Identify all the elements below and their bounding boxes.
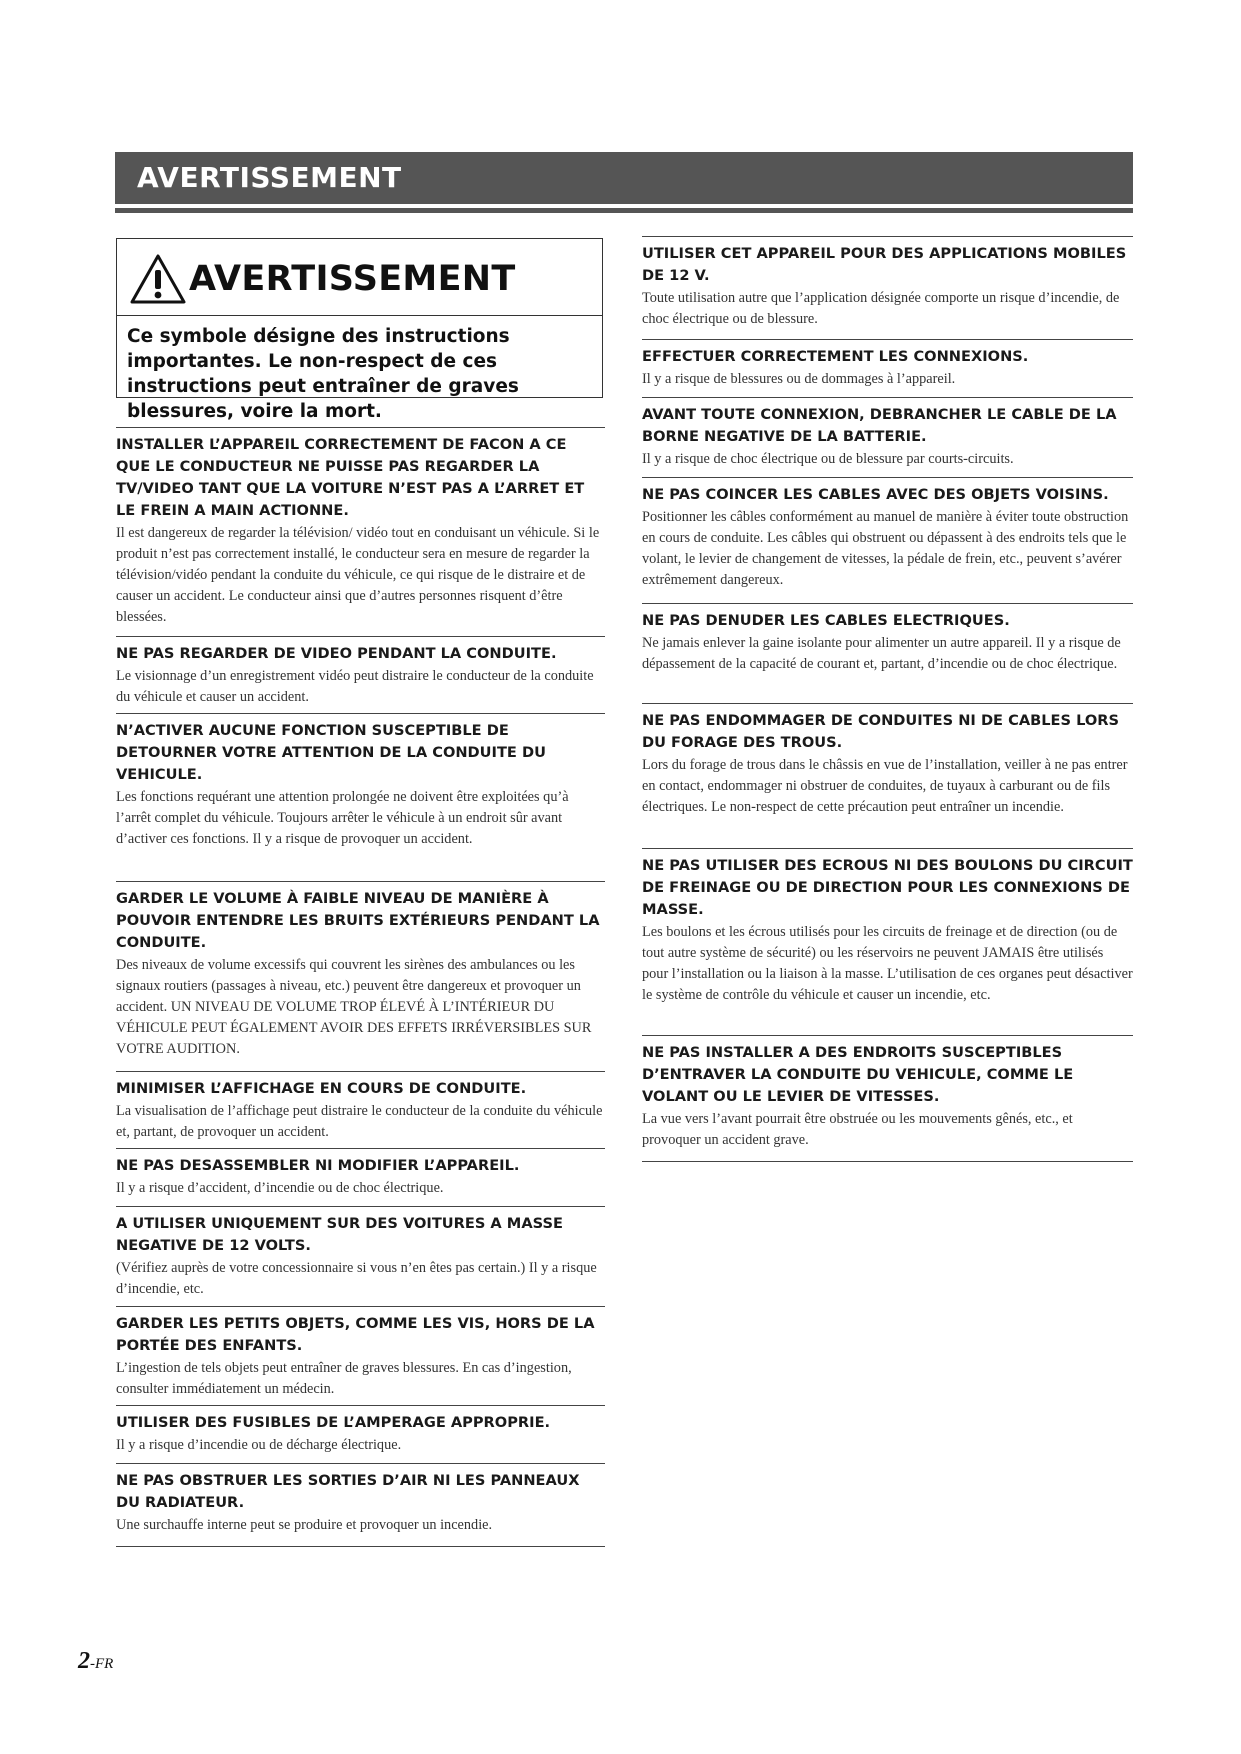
section-heading: UTILISER DES FUSIBLES DE L’AMPERAGE APPROPRIE. <box>116 1414 551 1431</box>
section-heading: AVANT TOUTE CONNEXION, DEBRANCHER LE CABLE DE LA BORNE NEGATIVE DE LA BATTERIE. <box>642 406 1117 445</box>
column-end-rule <box>116 1546 605 1547</box>
section-body: Il y a risque de choc électrique ou de blessure par courts-circuits. <box>642 451 1014 467</box>
warning-box-header <box>117 239 602 316</box>
section-banner <box>115 152 1133 208</box>
page-number <box>78 1648 113 1675</box>
section-heading: NE PAS DENUDER LES CABLES ELECTRIQUES. <box>642 612 1010 629</box>
warning-section <box>116 1071 605 1143</box>
section-heading: GARDER LE VOLUME À FAIBLE NIVEAU DE MANIÈRE À POUVOIR ENTENDRE LES BRUITS EXTÉRIEURS PENDANT LA CONDUITE. <box>116 890 600 951</box>
section-heading: NE PAS OBSTRUER LES SORTIES D’AIR NI LES PANNEAUX DU RADIATEUR. <box>116 1472 580 1511</box>
section-body: Toute utilisation autre que l’application désignée comporte un risque d’incendie, de choc électrique ou de blessure. <box>642 290 1120 327</box>
section-heading: MINIMISER L’AFFICHAGE EN COURS DE CONDUITE. <box>116 1080 527 1097</box>
section-body: Les boulons et les écrous utilisés pour les circuits de freinage et de direction (ou de tout autre système de sécurité) ou les réservoirs ne peuvent JAMAIS être utilisés pour l’installation ou la liaison à la masse. L’utilisation de ces organes peut désactiver le système de contrôle du véhicule et causer un incendie, etc. <box>642 924 1133 1003</box>
section-body: Ne jamais enlever la gaine isolante pour alimenter un autre appareil. Il y a risque de dépassement de la capacité de courant et, partant, d’incendie ou de choc électrique. <box>642 635 1121 672</box>
section-heading: NE PAS DESASSEMBLER NI MODIFIER L’APPAREIL. <box>116 1157 520 1174</box>
section-heading: NE PAS UTILISER DES ECROUS NI DES BOULONS DU CIRCUIT DE FREINAGE OU DE DIRECTION POUR LES CONNEXIONS DE MASSE. <box>642 857 1133 918</box>
section-heading: NE PAS REGARDER DE VIDEO PENDANT LA CONDUITE. <box>116 645 557 662</box>
warning-box-text: Ce symbole désigne des instructions importantes. Le non-respect de ces instructions peut entraîner de graves blessures, voire la mort. <box>127 326 519 422</box>
warning-section <box>642 703 1133 818</box>
warning-section <box>116 636 605 708</box>
section-heading: INSTALLER L’APPAREIL CORRECTEMENT DE FACON A CE QUE LE CONDUCTEUR NE PUISSE PAS REGARDER LA TV/VIDEO TANT QUE LA VOITURE N’EST PAS A L’ARRET ET LE FREIN A MAIN ACTIONNE. <box>116 436 585 519</box>
warning-section <box>642 339 1133 390</box>
section-body: Il y a risque d’incendie ou de décharge électrique. <box>116 1437 402 1453</box>
warning-section <box>642 397 1133 470</box>
warning-section <box>116 1306 605 1400</box>
section-body: Les fonctions requérant une attention prolongée ne doivent être exploitées qu’à l’arrêt complet du véhicule. Toujours arrêter le véhicule à un endroit sûr avant d’activer ces fonctions. Il y a risque de provoquer un accident. <box>116 789 569 847</box>
section-heading: N’ACTIVER AUCUNE FONCTION SUSCEPTIBLE DE DETOURNER VOTRE ATTENTION DE LA CONDUITE DU VEHICULE. <box>116 722 546 783</box>
section-body: L’ingestion de tels objets peut entraîner de graves blessures. En cas d’ingestion, consulter immédiatement un médecin. <box>116 1360 572 1397</box>
column-end-rule <box>642 1161 1133 1162</box>
section-body: Il est dangereux de regarder la télévision/ vidéo tout en conduisant un véhicule. Si le produit n’est pas correctement installé, le conducteur sera en mesure de regarder la télévision/vidéo pendant la conduite du véhicule, ce qui risque de le distraire et de causer un accident. Le conducteur ainsi que d’autres personnes risquent d’être blessées. <box>116 525 600 625</box>
warning-section <box>642 477 1133 591</box>
section-body: La vue vers l’avant pourrait être obstruée ou les mouvements gênés, etc., et provoquer un accident grave. <box>642 1111 1073 1148</box>
warning-section <box>116 881 605 1060</box>
section-body: Le visionnage d’un enregistrement vidéo peut distraire le conducteur de la conduite du véhicule et causer un accident. <box>116 668 594 705</box>
warning-section <box>116 1405 605 1456</box>
warning-triangle-icon <box>129 253 187 305</box>
section-body: Positionner les câbles conformément au manuel de manière à éviter toute obstruction en cours de conduite. Les câbles qui obstruent ou dépassent à des endroits tels que le volant, le levier de changement de vitesses, la pédale de frein, etc., peuvent s’avérer extrêmement dangereux. <box>642 509 1129 588</box>
section-body: Il y a risque d’accident, d’incendie ou de choc électrique. <box>116 1180 444 1196</box>
warning-section <box>642 603 1133 675</box>
section-body: Il y a risque de blessures ou de dommages à l’appareil. <box>642 371 956 387</box>
section-body: Des niveaux de volume excessifs qui couvrent les sirènes des ambulances ou les signaux routiers (passages à niveau, etc.) peuvent être dangereux et provoquer un accident. UN NIVEAU DE VOLUME TROP ÉLEVÉ À L’INTÉRIEUR DU VÉHICULE PEUT ÉGALEMENT AVOIR DES EFFETS IRRÉVERSIBLES SUR VOTRE AUDITION. <box>116 957 592 1057</box>
warning-box-title: AVERTISSEMENT <box>189 259 516 299</box>
warning-section <box>116 1463 605 1536</box>
warning-box <box>116 238 603 422</box>
section-heading: GARDER LES PETITS OBJETS, COMME LES VIS, HORS DE LA PORTÉE DES ENFANTS. <box>116 1315 595 1354</box>
section-heading: NE PAS ENDOMMAGER DE CONDUITES NI DE CABLES LORS DU FORAGE DES TROUS. <box>642 712 1120 751</box>
warning-section <box>116 713 605 850</box>
section-heading: EFFECTUER CORRECTEMENT LES CONNEXIONS. <box>642 348 1029 365</box>
warning-section <box>116 1148 605 1199</box>
warning-section <box>116 1206 605 1300</box>
section-body: (Vérifiez auprès de votre concessionnaire si vous n’en êtes pas certain.) Il y a risque d’incendie, etc. <box>116 1260 597 1297</box>
page-number-suffix: -FR <box>90 1656 114 1672</box>
section-heading: NE PAS INSTALLER A DES ENDROITS SUSCEPTIBLES D’ENTRAVER LA CONDUITE DU VEHICULE, COMME LE VOLANT OU LE LEVIER DE VITESSES. <box>642 1044 1074 1105</box>
warning-section <box>116 427 605 628</box>
section-heading: NE PAS COINCER LES CABLES AVEC DES OBJETS VOISINS. <box>642 486 1109 503</box>
warning-section <box>642 236 1133 330</box>
section-body: La visualisation de l’affichage peut distraire le conducteur de la conduite du véhicule et, partant, de provoquer un accident. <box>116 1103 603 1140</box>
section-heading: UTILISER CET APPAREIL POUR DES APPLICATIONS MOBILES DE 12 V. <box>642 245 1127 284</box>
warning-section <box>642 1035 1133 1151</box>
section-body: Une surchauffe interne peut se produire et provoquer un incendie. <box>116 1517 493 1533</box>
banner-title: AVERTISSEMENT <box>137 161 402 194</box>
section-heading: A UTILISER UNIQUEMENT SUR DES VOITURES A MASSE NEGATIVE DE 12 VOLTS. <box>116 1215 563 1254</box>
page-number-value: 2 <box>78 1648 90 1674</box>
section-body: Lors du forage de trous dans le châssis en vue de l’installation, veiller à ne pas entrer en contact, endommager ni obstruer de conduites, de tuyaux à carburant ou de fils électriques. Le non-respect de cette précaution peut entraîner un incendie. <box>642 757 1128 815</box>
warning-section <box>642 848 1133 1006</box>
